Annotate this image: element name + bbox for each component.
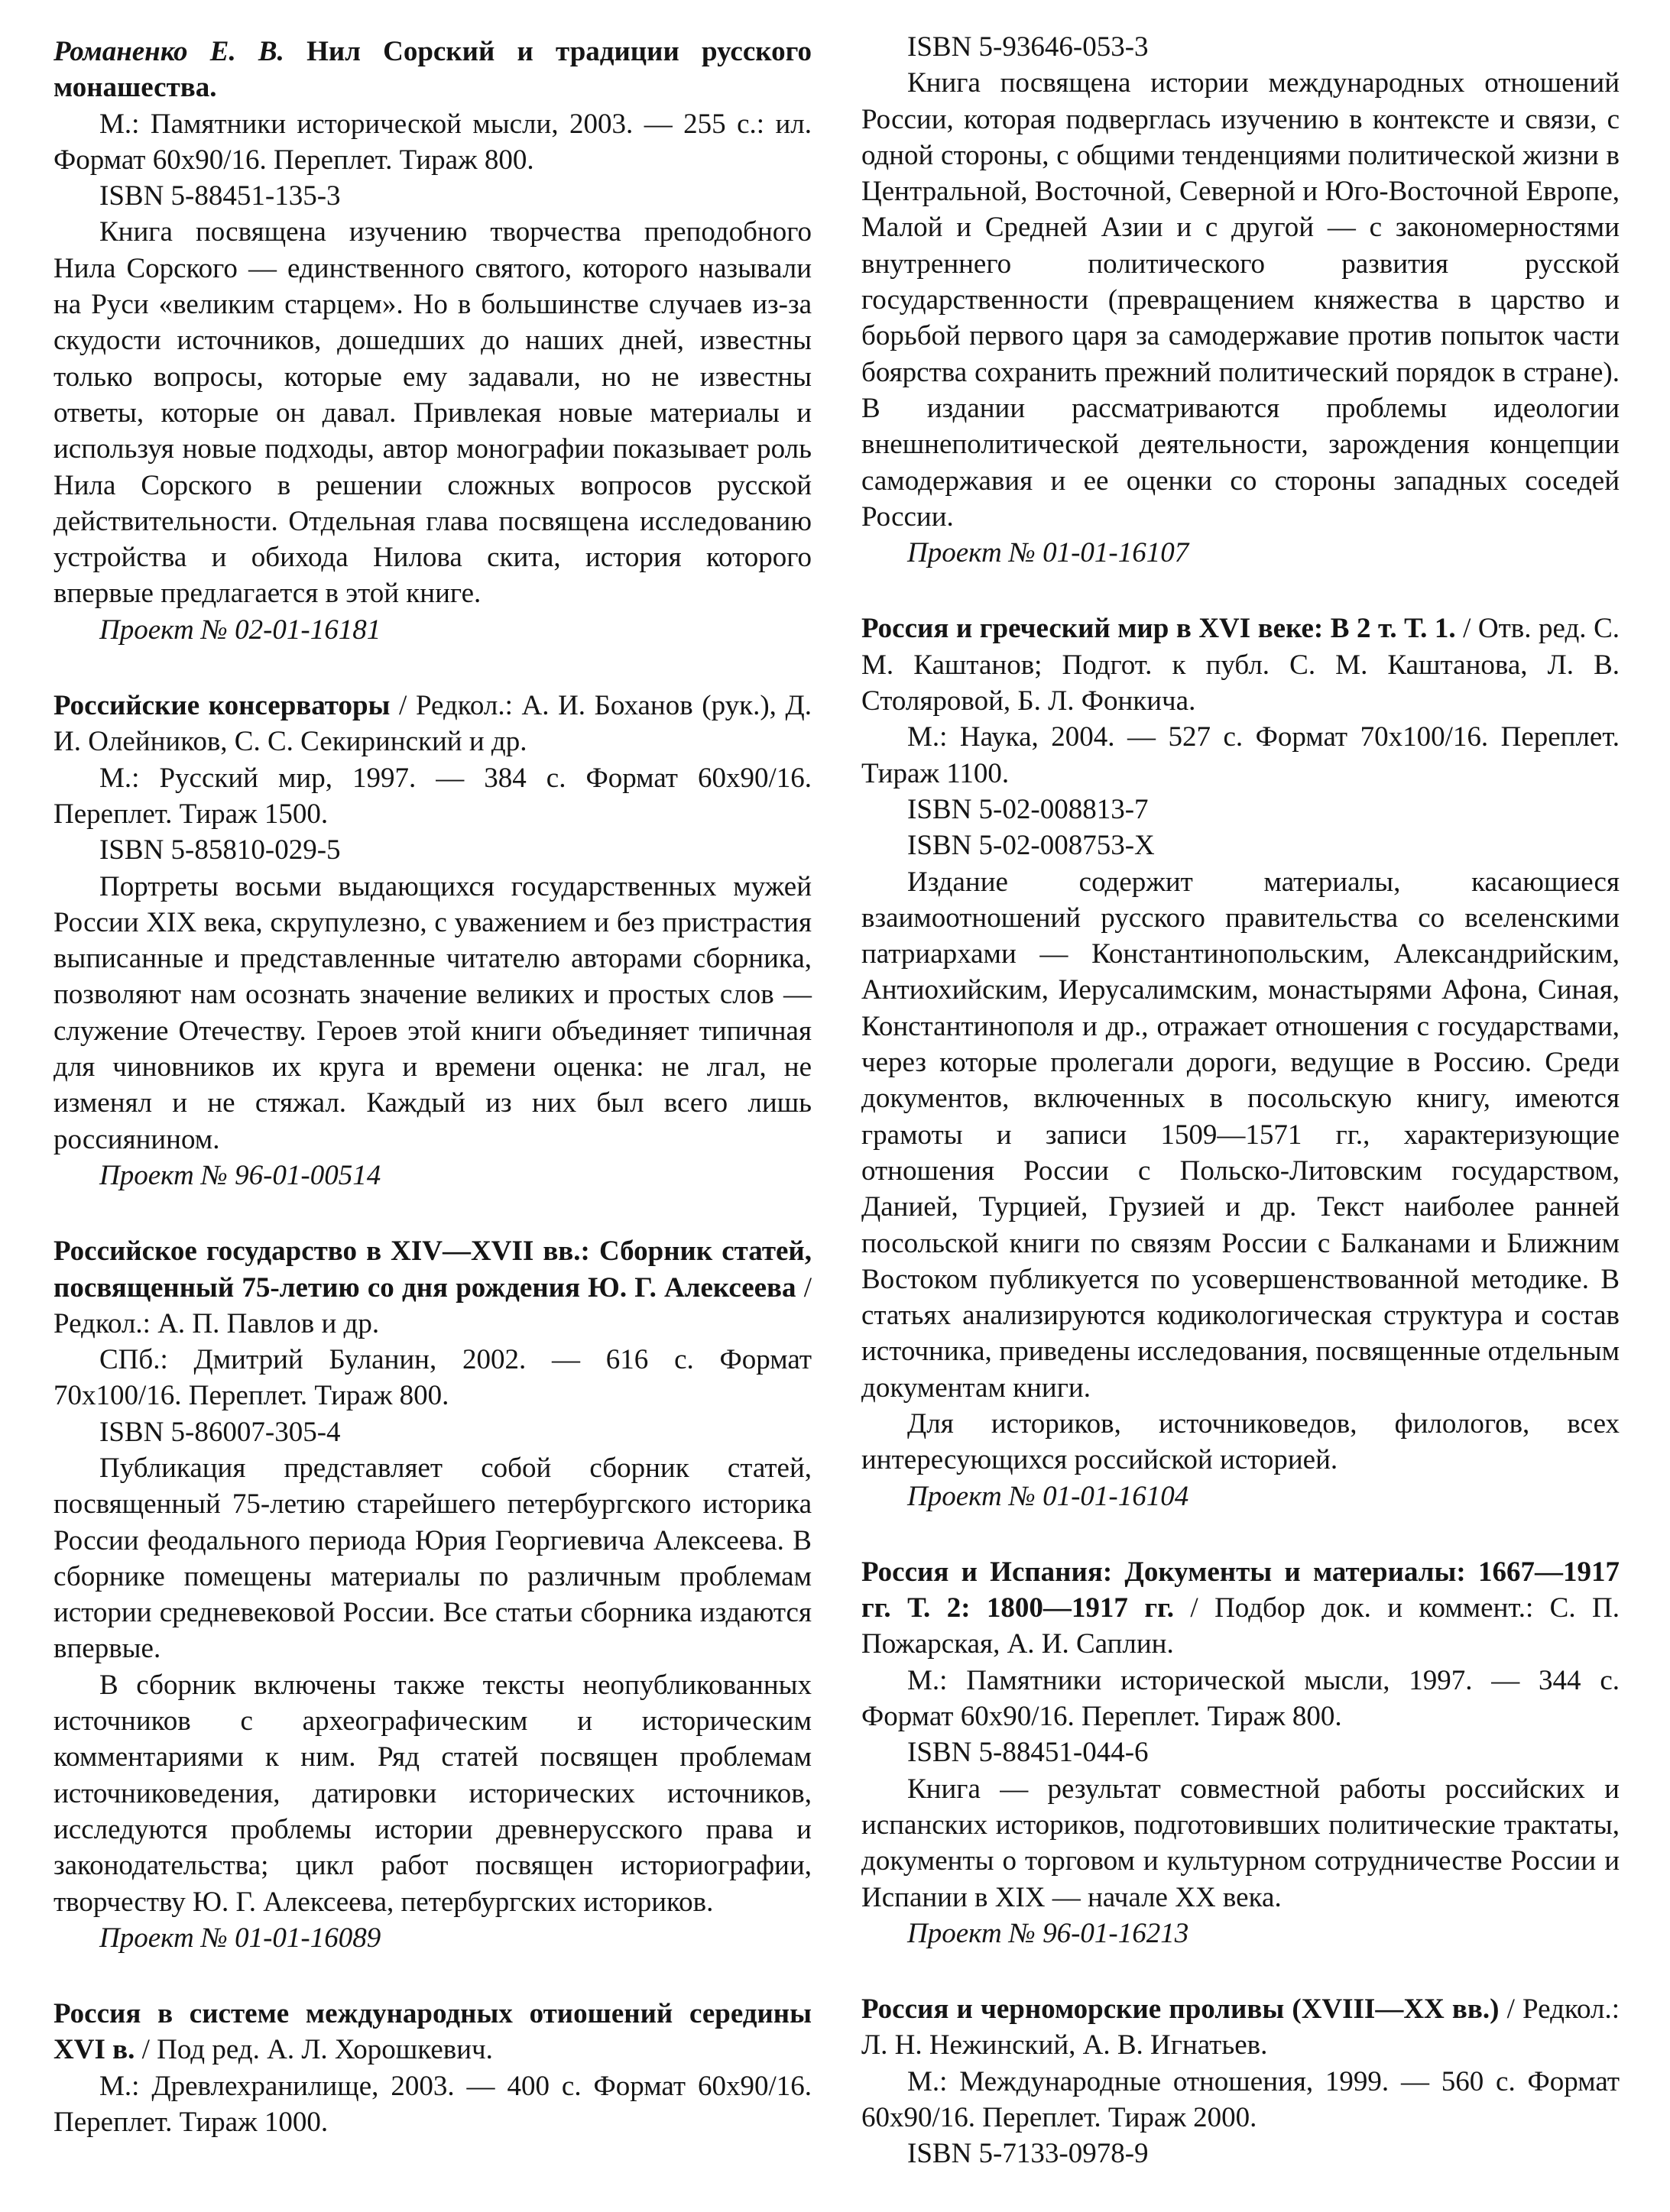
page-columns: [54, 29, 1620, 2212]
catalog-entry: [54, 34, 812, 648]
entry-responsibility: / Редкол.: А. И. Боханов (рук.), Д. И. Олейников, С. С. Секиринский и др.: [54, 690, 812, 758]
entry-title: Россия и Испания: Документы и материалы: 1667—1917 гг. Т. 2: 1800—1917 гг.: [861, 1556, 1620, 1624]
entry-isbn: ISBN 5-88451-044-6: [907, 1737, 1149, 1769]
entry-heading: [861, 1554, 1620, 1663]
catalog-entry: [861, 610, 1620, 1514]
entry-annotation: Для историков, источниковедов, филологов, всех интересующихся российской историей.: [861, 1407, 1620, 1476]
catalog-entry-continuation: [861, 29, 1620, 571]
entry-isbn: ISBN 5-02-008813-7: [907, 793, 1149, 825]
entry-imprint: М.: Наука, 2004. — 527 с. Формат 70х100/16. Переплет. Тираж 1100.: [861, 721, 1620, 789]
entry-project-number: Проект № 96-01-00514: [99, 1159, 381, 1191]
entry-annotation: Книга посвящена истории международных отношений России, которая подверглась изучению в контексте и связи, с одной стороны, с общими тенденциями политической жизни в Центральной, Восточной, Северной и Юго-Восточной Европе, Малой и Средней Азии и с другой — с закономерностями внутреннего политического развития русской государственности (превращением княжества в царство и борьбой первого царя за самодержавие против попыток части боярства сохранить прежний политический порядок в стране). В издании рассматриваются проблемы идеологии внешнеполитической деятельности, зарождения концепции самодержавия и ее оценки со стороны западных соседей России.: [861, 67, 1620, 533]
entry-author: Романенко Е. В.: [54, 36, 284, 67]
left-column: [54, 34, 812, 2212]
entry-responsibility: / Подбор док. и коммент.: С. П. Пожарская, А. И. Саплин.: [861, 1592, 1620, 1660]
entry-isbn: ISBN 5-86007-305-4: [99, 1416, 341, 1448]
entry-project-number: Проект № 01-01-16107: [907, 537, 1189, 569]
catalog-entry: [54, 1996, 812, 2140]
entry-responsibility: / Отв. ред. С. М. Каштанов; Подгот. к публ. С. М. Каштанова, Л. В. Столяровой, Б. Л. Фонкича.: [861, 613, 1620, 717]
catalog-entry: [861, 1991, 1620, 2172]
entry-project-number: Проект № 02-01-16181: [99, 614, 381, 646]
catalog-entry: [861, 1554, 1620, 1951]
entry-project-number: Проект № 96-01-16213: [907, 1917, 1189, 1949]
entry-isbn: ISBN 5-02-008753-Х: [907, 830, 1155, 862]
entry-heading: [861, 610, 1620, 719]
entry-annotation: Издание содержит материалы, касающиеся взаимоотношений русского правительства со вселенскими патриархами — Константинопольским, Александрийским, Антиохийским, Иерусалимским, монастырями Афона, Синая, Константинополя и др., отражает отношения с государствами, через которые пролегали дороги, ведущие в Россию. Среди документов, включенных в посольскую книгу, имеются грамоты и записи 1509—1571 гг., характеризующие отношения России с Польско-Литовским государством, Данией, Турцией, Грузией и др. Текст наиболее ранней посольской книги по связям России с Балканами и Ближним Востоком публикуется по усовершенствованной методике. В статьях анализируются кодикологическая структура и состав источника, приведены исследования, посвященные отдельным документам книги.: [861, 866, 1620, 1404]
entry-title: Россия и греческий мир в XVI веке: В 2 т. Т. 1.: [861, 613, 1456, 645]
entry-annotation: Книга посвящена изучению творчества преподобного Нила Сорского — единственного святого, которого называли на Руси «великим старцем». Но в большинстве случаев из-за скудости источников, дошедших до наших дней, известны только вопросы, которые ему задавали, но не известны ответы, которые он давал. Привлекая новые материалы и используя новые подходы, автор монографии показывает роль Нила Сорского в решении сложных вопросов русской действительности. Отдельная глава посвящена исследованию устройства и обихода Нилова скита, история которого впервые предлагается в этой книге.: [54, 216, 812, 610]
entry-heading: [861, 1991, 1620, 2064]
entry-annotation: Книга — результат совместной работы российских и испанских историков, подготовивших политические трактаты, документы о торговом и культурном сотрудничестве России и Испании в XIX — начале XX века.: [861, 1773, 1620, 1913]
entry-project-number: Проект № 01-01-16089: [99, 1922, 381, 1954]
entry-annotation: В сборник включены также тексты неопубликованных источников с археографическим и историческим комментариями к ним. Ряд статей посвящен проблемам источниковедения, датировки исторических источников, исследуются проблемы истории древнерусского права и законодательства; цикл работ посвящен историографии, творчеству Ю. Г. Алексеева, петербургских историков.: [54, 1669, 812, 1918]
entry-isbn: ISBN 5-88451-135-3: [99, 180, 341, 212]
entry-title: Российское государство в XIV—XVII вв.: Сборник статей, посвященный 75-летию со дня рождения Ю. Г. Алексеева: [54, 1236, 812, 1304]
entry-isbn: ISBN 5-7133-0978-9: [907, 2138, 1149, 2170]
entry-responsibility: / Редкол.: А. П. Павлов и др.: [54, 1271, 812, 1339]
entry-title: Российские консерваторы: [54, 690, 391, 722]
entry-imprint: М.: Древлехранилище, 2003. — 400 с. Формат 60х90/16. Переплет. Тираж 1000.: [54, 2070, 812, 2139]
entry-imprint: М.: Международные отношения, 1999. — 560 с. Формат 60х90/16. Переплет. Тираж 2000.: [861, 2065, 1620, 2134]
entry-heading: [54, 34, 812, 106]
entry-imprint: СПб.: Дмитрий Буланин, 2002. — 616 с. Формат 70х100/16. Переплет. Тираж 800.: [54, 1344, 812, 1412]
entry-responsibility: / Редкол.: Л. Н. Нежинский, А. В. Игнатьев.: [861, 1993, 1620, 2061]
entry-annotation: Публикация представляет собой сборник статей, посвященный 75-летию старейшего петербургского историка России феодального периода Юрия Георгиевича Алексеева. В сборнике помещены материалы по различным проблемам истории средневековой России. Все статьи сборника издаются впервые.: [54, 1452, 812, 1665]
entry-isbn: ISBN 5-93646-053-3: [907, 31, 1149, 63]
entry-imprint: М.: Памятники исторической мысли, 1997. — 344 с. Формат 60х90/16. Переплет. Тираж 800.: [861, 1664, 1620, 1733]
entry-imprint: М.: Памятники исторической мысли, 2003. — 255 с.: ил. Формат 60х90/16. Переплет. Тираж 800.: [54, 108, 812, 176]
entry-title: Россия в системе международных отиошений середины XVI в.: [54, 1998, 812, 2066]
catalog-entry: [54, 688, 812, 1193]
catalog-entry: [54, 1233, 812, 1956]
entry-responsibility: / Под ред. А. Л. Хорошкевич.: [135, 2034, 493, 2066]
entry-heading: [54, 688, 812, 760]
entry-isbn: ISBN 5-85810-029-5: [99, 834, 341, 866]
entry-annotation: Портреты восьми выдающихся государственных мужей России XIX века, скрупулезно, с уважением и без пристрастия выписанные и представленные читателю авторами сборника, позволяют нам осознать значение великих и простых слов — служение Отечеству. Героев этой книги объединяет типичная для чиновников их круга и времени оценка: не лгал, не изменял и не стяжал. Каждый из них был всего лишь россиянином.: [54, 870, 812, 1155]
entry-heading: [54, 1233, 812, 1342]
entry-imprint: М.: Русский мир, 1997. — 384 с. Формат 60х90/16. Переплет. Тираж 1500.: [54, 762, 812, 830]
entry-project-number: Проект № 01-01-16104: [907, 1480, 1189, 1512]
right-column: [861, 29, 1620, 2212]
entry-title: Нил Сорский и традиции русского монашества.: [54, 36, 812, 104]
entry-title: Россия и черноморские проливы (XVIII—XX вв.): [861, 1993, 1500, 2026]
entry-heading: [54, 1996, 812, 2068]
